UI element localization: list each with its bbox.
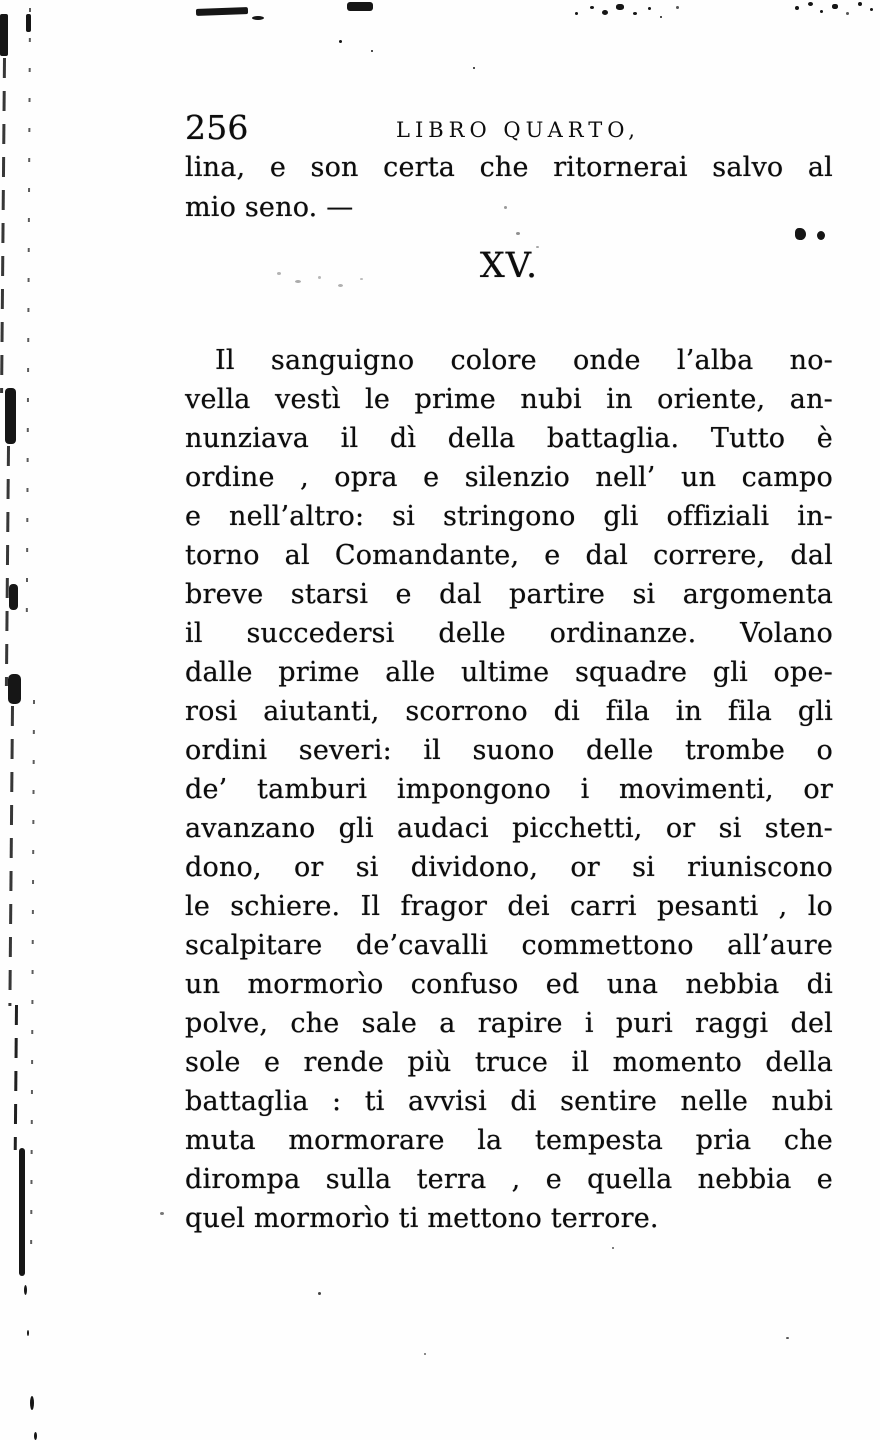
speckle xyxy=(424,1353,426,1355)
speckle xyxy=(648,7,651,10)
speckle xyxy=(575,12,578,15)
speckle xyxy=(27,1330,29,1336)
text-line: e nell’altro: si stringono gli offiziali in- xyxy=(185,501,833,532)
speckle xyxy=(516,232,520,235)
text-line: lina, e son certa che ritornerai salvo al xyxy=(185,152,833,183)
ink-blot xyxy=(795,228,806,240)
speckle xyxy=(846,12,849,15)
speckle xyxy=(612,1247,614,1249)
gutter-line xyxy=(0,58,6,393)
speckle xyxy=(633,12,637,15)
text-line: dalle prime alle ultime squadre gli ope- xyxy=(185,657,833,688)
text-line: nunziava il dì della battaglia. Tutto è xyxy=(185,423,833,454)
speckle xyxy=(870,8,873,11)
ink-blot xyxy=(817,231,825,240)
speckle xyxy=(19,1148,25,1276)
gutter-dotted-line xyxy=(30,700,35,1260)
gutter-line xyxy=(8,706,14,1006)
text-line: ordine , opra e silenzio nell’ un campo xyxy=(185,462,833,493)
gutter-line xyxy=(14,1005,18,1150)
speckle xyxy=(676,6,679,9)
speckle xyxy=(8,674,21,704)
page-number: 256 xyxy=(185,108,249,147)
speckle xyxy=(339,40,342,43)
speckle xyxy=(786,1337,789,1339)
speckle xyxy=(24,1285,27,1295)
speckle xyxy=(808,2,813,6)
paragraph xyxy=(185,341,833,1238)
text-line: il succedersi delle ordinanze. Volano xyxy=(185,618,833,649)
speckle xyxy=(34,1432,37,1440)
speckle xyxy=(602,10,608,15)
speckle xyxy=(9,584,18,610)
speckle xyxy=(590,6,594,9)
speckle xyxy=(0,14,8,56)
speckle xyxy=(660,16,662,18)
text-line: torno al Comandante, e dal correre, dal xyxy=(185,540,833,571)
speckle xyxy=(371,50,373,52)
speckle xyxy=(30,1396,34,1410)
text-line: le schiere. Il fragor dei carri pesanti , lo xyxy=(185,891,833,922)
text-line: de’ tamburi impongono i movimenti, or xyxy=(185,774,833,805)
speckle xyxy=(795,6,799,10)
speckle xyxy=(832,4,838,9)
speckle xyxy=(858,2,862,6)
speckle xyxy=(318,1292,321,1295)
text-line: dirompa sulla terra , e quella nebbia e xyxy=(185,1164,833,1195)
text-line: polve, che sale a rapire i puri raggi del xyxy=(185,1008,833,1039)
speckle xyxy=(347,2,373,11)
text-line: Il sanguigno colore onde l’alba no- xyxy=(215,345,833,376)
text-line: battaglia : ti avvisi di sentire nelle nubi xyxy=(185,1086,833,1117)
speckle xyxy=(616,4,624,10)
text-line: ordini severi: il suono delle trombe o xyxy=(185,735,833,766)
speckle xyxy=(5,388,16,444)
text-line: un mormorìo confuso ed una nebbia di xyxy=(185,969,833,1000)
gutter-line xyxy=(5,446,10,686)
text-line: breve starsi e dal partire si argomenta xyxy=(185,579,833,610)
speckle xyxy=(820,10,823,13)
running-header: LIBRO QUARTO, xyxy=(396,118,640,142)
text-line: vella vestì le prime nubi in oriente, an- xyxy=(185,384,833,415)
speckle xyxy=(252,16,264,20)
text-line: dono, or si dividono, or si riuniscono xyxy=(185,852,833,883)
gutter-dotted-line xyxy=(26,8,31,628)
text-line: scalpitare de’cavalli commettono all’aure xyxy=(185,930,833,961)
text-line: muta mormorare la tempesta pria che xyxy=(185,1125,833,1156)
text-line: rosi aiutanti, scorrono di fila in fila gli xyxy=(185,696,833,727)
text-line: quel mormorìo ti mettono terrore. xyxy=(185,1203,659,1234)
text-line: avanzano gli audaci picchetti, or si sten- xyxy=(185,813,833,844)
text-line: sole e rende più truce il momento della xyxy=(185,1047,833,1078)
speckle xyxy=(473,67,475,69)
speckle xyxy=(160,1212,164,1215)
speckle xyxy=(196,7,248,16)
text-line: mio seno. — xyxy=(185,192,354,223)
section-heading: XV. xyxy=(479,246,539,286)
